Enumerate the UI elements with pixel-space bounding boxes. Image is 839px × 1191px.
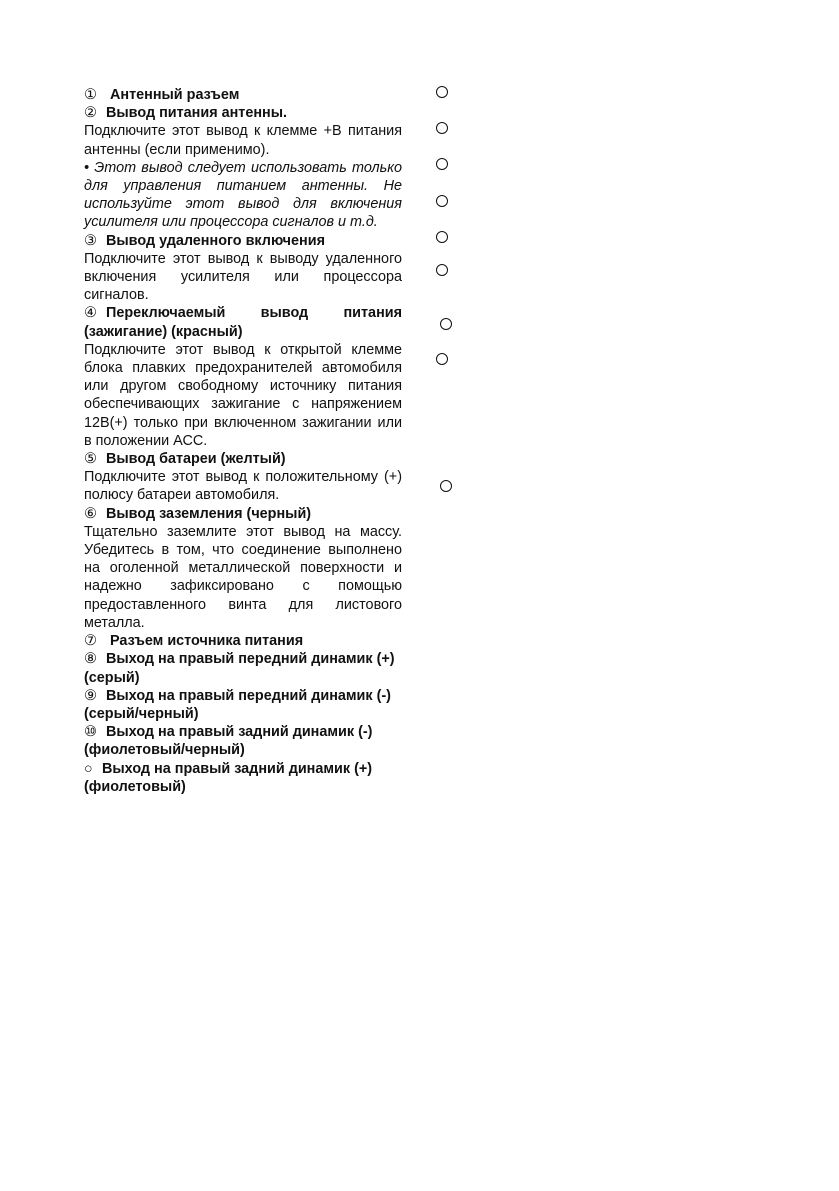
item-text: Подключите этот вывод к открытой клемме блока плавких предохранителей автомобиля или другом свободному источнику питания обеспечивающих зажигание с напряжением 12В(+) только при включенном зажигании или в положении АСС.	[84, 341, 402, 449]
item-number: ④	[84, 305, 97, 322]
item-10	[84, 723, 402, 759]
item-number: ⑧	[84, 651, 97, 668]
item-8	[84, 650, 402, 686]
item-text: Тщательно заземлите этот вывод на массу. Убедитесь в том, что соединение выполнено на оголенной металлической поверхности и надежно зафиксировано с помощью предоставленного винта для листового металла.	[84, 523, 402, 631]
circle-marker-icon	[436, 195, 448, 207]
circle-marker-icon	[436, 158, 448, 170]
item-2	[84, 104, 402, 231]
item-title: Выход на правый передний динамик (-) (серый/черный)	[84, 687, 391, 722]
item-title: Выход на правый задний динамик (-) (фиолетовый/черный)	[84, 724, 373, 759]
item-5	[84, 450, 402, 505]
circle-marker-icon	[436, 122, 448, 134]
circle-marker-icon	[436, 231, 448, 243]
item-text: Подключите этот вывод к положительному (+) полюсу батареи автомобиля.	[84, 469, 402, 504]
item-title: Вывод батареи (желтый)	[106, 451, 286, 468]
item-7	[84, 632, 402, 650]
circle-marker-icon	[440, 480, 452, 492]
left-column	[84, 86, 402, 796]
circle-marker-icon	[440, 318, 452, 330]
item-title: Выход на правый передний динамик (+) (серый)	[84, 651, 395, 686]
item-number: ①	[84, 87, 97, 103]
item-number: ⑨	[84, 687, 97, 704]
item-9	[84, 687, 402, 723]
item-number: ○	[84, 760, 93, 777]
item-11	[84, 760, 402, 796]
item-4	[84, 304, 402, 450]
item-number: ⑩	[84, 724, 97, 741]
item-title: Вывод удаленного включения	[106, 232, 325, 249]
item-text: Подключите этот вывод к выводу удаленного включения усилителя или процессора сигналов.	[84, 250, 402, 304]
item-6	[84, 505, 402, 632]
circle-marker-icon	[436, 353, 448, 365]
item-text: Подключите этот вывод к клемме +В питания антенны (если применимо).	[84, 123, 402, 158]
item-title: Вывод заземления (черный)	[106, 505, 312, 522]
item-note: • Этот вывод следует использовать только для управления питанием антенны. Не используйте этот вывод для включения усилителя или процессора сигналов и т.д.	[84, 159, 402, 231]
item-number: ②	[84, 105, 97, 122]
circle-marker-icon	[436, 264, 448, 276]
circle-marker-icon	[436, 86, 448, 98]
item-number: ⑤	[84, 451, 97, 468]
item-number: ⑥	[84, 505, 97, 522]
item-3	[84, 232, 402, 305]
item-title: Выход на правый задний динамик (+) (фиолетовый)	[84, 760, 373, 795]
item-title: Антенный разъем	[110, 87, 240, 103]
item-number: ③	[84, 232, 97, 249]
item-number: ⑦	[84, 633, 97, 650]
item-title: Переключаемый вывод питания (зажигание) (красный)	[84, 305, 402, 340]
item-title: Разъем источника питания	[110, 633, 304, 650]
item-1	[84, 86, 402, 104]
item-title: Вывод питания антенны.	[106, 105, 288, 122]
